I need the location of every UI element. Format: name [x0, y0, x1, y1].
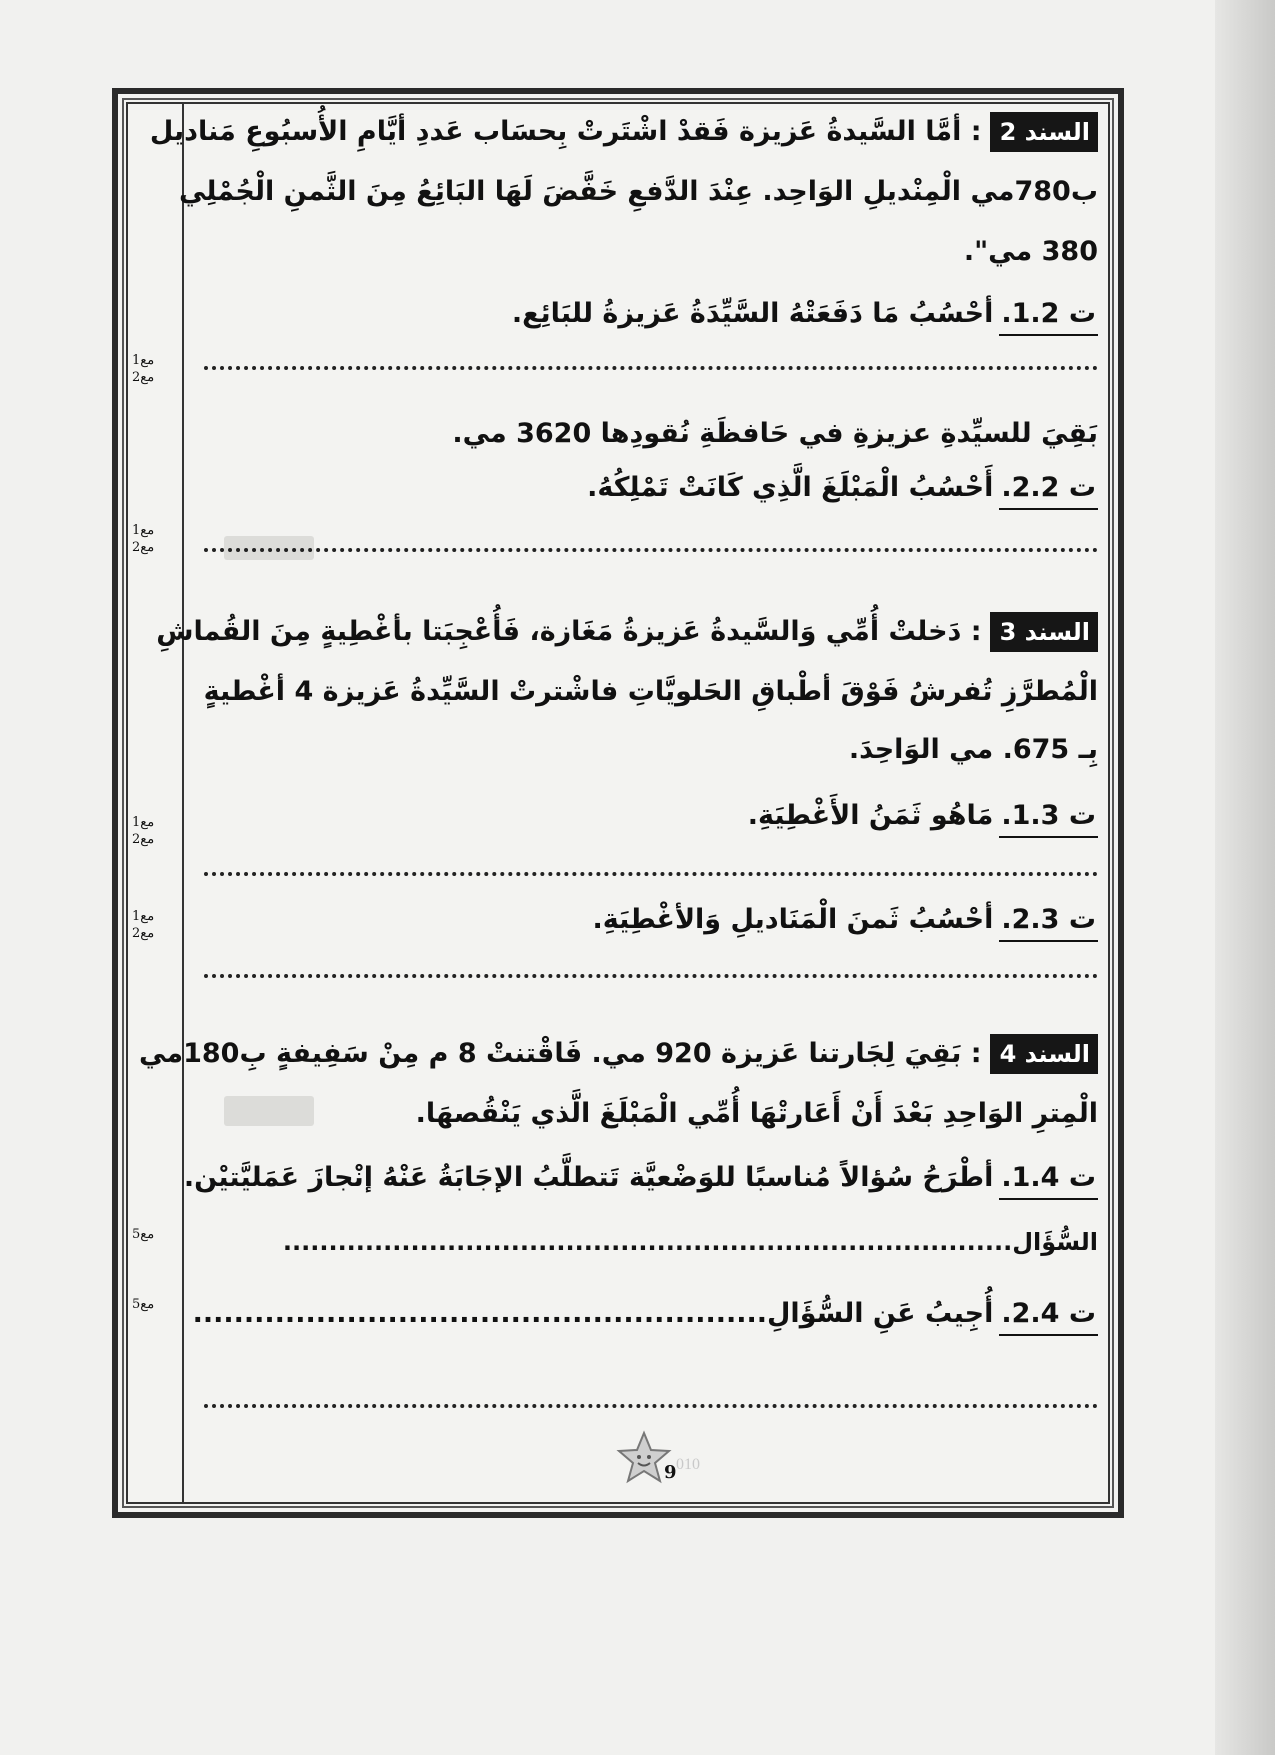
section3-line2: الْمُطرَّزِ تُفرشُ فَوْقَ أطْباقِ الحَلويَّاتِ فاشْترتْ السَّيِّدةُ عَزيزة 4 أغْطيةٍ — [203, 676, 1098, 707]
section4-line2: الْمِترِ الوَاحِدِ بَعْدَ أَنْ أَعَارتْهَا أُمِّي الْمَبْلَغَ الَّذي يَنْقُصهَا. — [415, 1098, 1098, 1129]
worksheet-frame — [112, 88, 1124, 1518]
question-4-1: ت 1.4.أطْرَحُ سُؤالاً مُناسبًا للوَضْعيَّة تَتطلَّبُ الإجَابَةُ عَنْهُ إنْجازَ عَمَليَّتيْن. — [204, 1158, 1098, 1200]
section2-line2: ب780مي الْمِنْديلِ الوَاحِد. عِنْدَ الدَّفعِ خَفَّضَ لَهَا البَائِعُ مِنَ الثَّمنِ الْجُمْلِي — [178, 176, 1098, 207]
answer-line[interactable] — [204, 362, 1098, 370]
section3-label: السند 3 — [990, 612, 1098, 652]
question-number: ت 2.3. — [999, 900, 1098, 942]
faint-footer-text: 010 — [676, 1456, 700, 1473]
question-2-2: ت 2.2.أَحْسُبُ الْمَبْلَغَ الَّذِي كَانَتْ تَمْلِكُهُ. — [204, 468, 1098, 510]
section4-label: السند 4 — [990, 1034, 1098, 1074]
question-number: ت 1.2. — [999, 294, 1098, 336]
criteria-mark-1: مع1 مع2 — [132, 353, 155, 385]
page-number: 9 — [664, 1462, 677, 1483]
answer-line[interactable] — [204, 970, 1098, 978]
section2-remaining: بَقِيَ للسيِّدةِ عزيزةِ في حَافظَةِ نُقودِها 3620 مي. — [452, 418, 1098, 449]
section2-line1: السند 2: أمَّا السَّيدةُ عَزيزة فَقدْ اشْتَرتْ بِحسَاب عَددِ أيَّامِ الأُسبُوعِ مَناديل — [204, 112, 1098, 152]
criteria-mark-4: مع1 مع2 — [132, 909, 155, 941]
section2-label: السند 2 — [990, 112, 1098, 152]
question-label-line[interactable]: السُّؤَال................................................................................ — [282, 1228, 1098, 1256]
question-number: ت 2.2. — [999, 468, 1098, 510]
star-icon — [616, 1430, 672, 1486]
criteria-mark-2: مع1 مع2 — [132, 523, 155, 555]
answer-line[interactable] — [204, 544, 1098, 552]
question-2-1: ت 1.2.أحْسُبُ مَا دَفَعَتْهُ السَّيِّدَةُ عَزيزةُ للبَائِع. — [204, 294, 1098, 336]
page-edge-shadow — [1215, 0, 1275, 1755]
question-number: ت 1.4. — [999, 1158, 1098, 1200]
criteria-mark-6: مع5 — [132, 1297, 155, 1312]
criteria-margin — [128, 104, 184, 1502]
answer-line[interactable] — [204, 1400, 1098, 1408]
answer-line[interactable] — [204, 868, 1098, 876]
section4-line1: السند 4: بَقِيَ لِجَارتنا عَزيزة 920 مي. فَاقْتنتْ 8 م مِنْ سَفِيفةٍ بِ180مي — [204, 1034, 1098, 1074]
section3-line1: السند 3: دَخلتْ أُمِّي وَالسَّيدةُ عَزيزةُ مَغَازة، فَأُعْجِبَتا بأغْطِيةٍ مِنَ القُماشِ — [204, 612, 1098, 652]
section3-line3: بِـ 675. مي الوَاحِدَ. — [848, 734, 1098, 765]
worksheet-inner-border — [126, 102, 1110, 1504]
criteria-mark-5: مع5 — [132, 1227, 155, 1242]
question-4-2: ت 2.4.أُجِيبُ عَنِ السُّؤَالِ........................................................ — [204, 1294, 1098, 1336]
criteria-mark-3: مع1 مع2 — [132, 815, 155, 847]
question-3-1: ت 1.3.مَاهُو ثَمَنُ الأَغْطِيَةِ. — [204, 796, 1098, 838]
section2-line3: 380 مي". — [963, 236, 1098, 267]
question-number: ت 1.3. — [999, 796, 1098, 838]
question-3-2: ت 2.3.أحْسُبُ ثَمنَ الْمَنَاديلِ وَالأغْطِيَةِ. — [204, 900, 1098, 942]
question-number: ت 2.4. — [999, 1294, 1098, 1336]
